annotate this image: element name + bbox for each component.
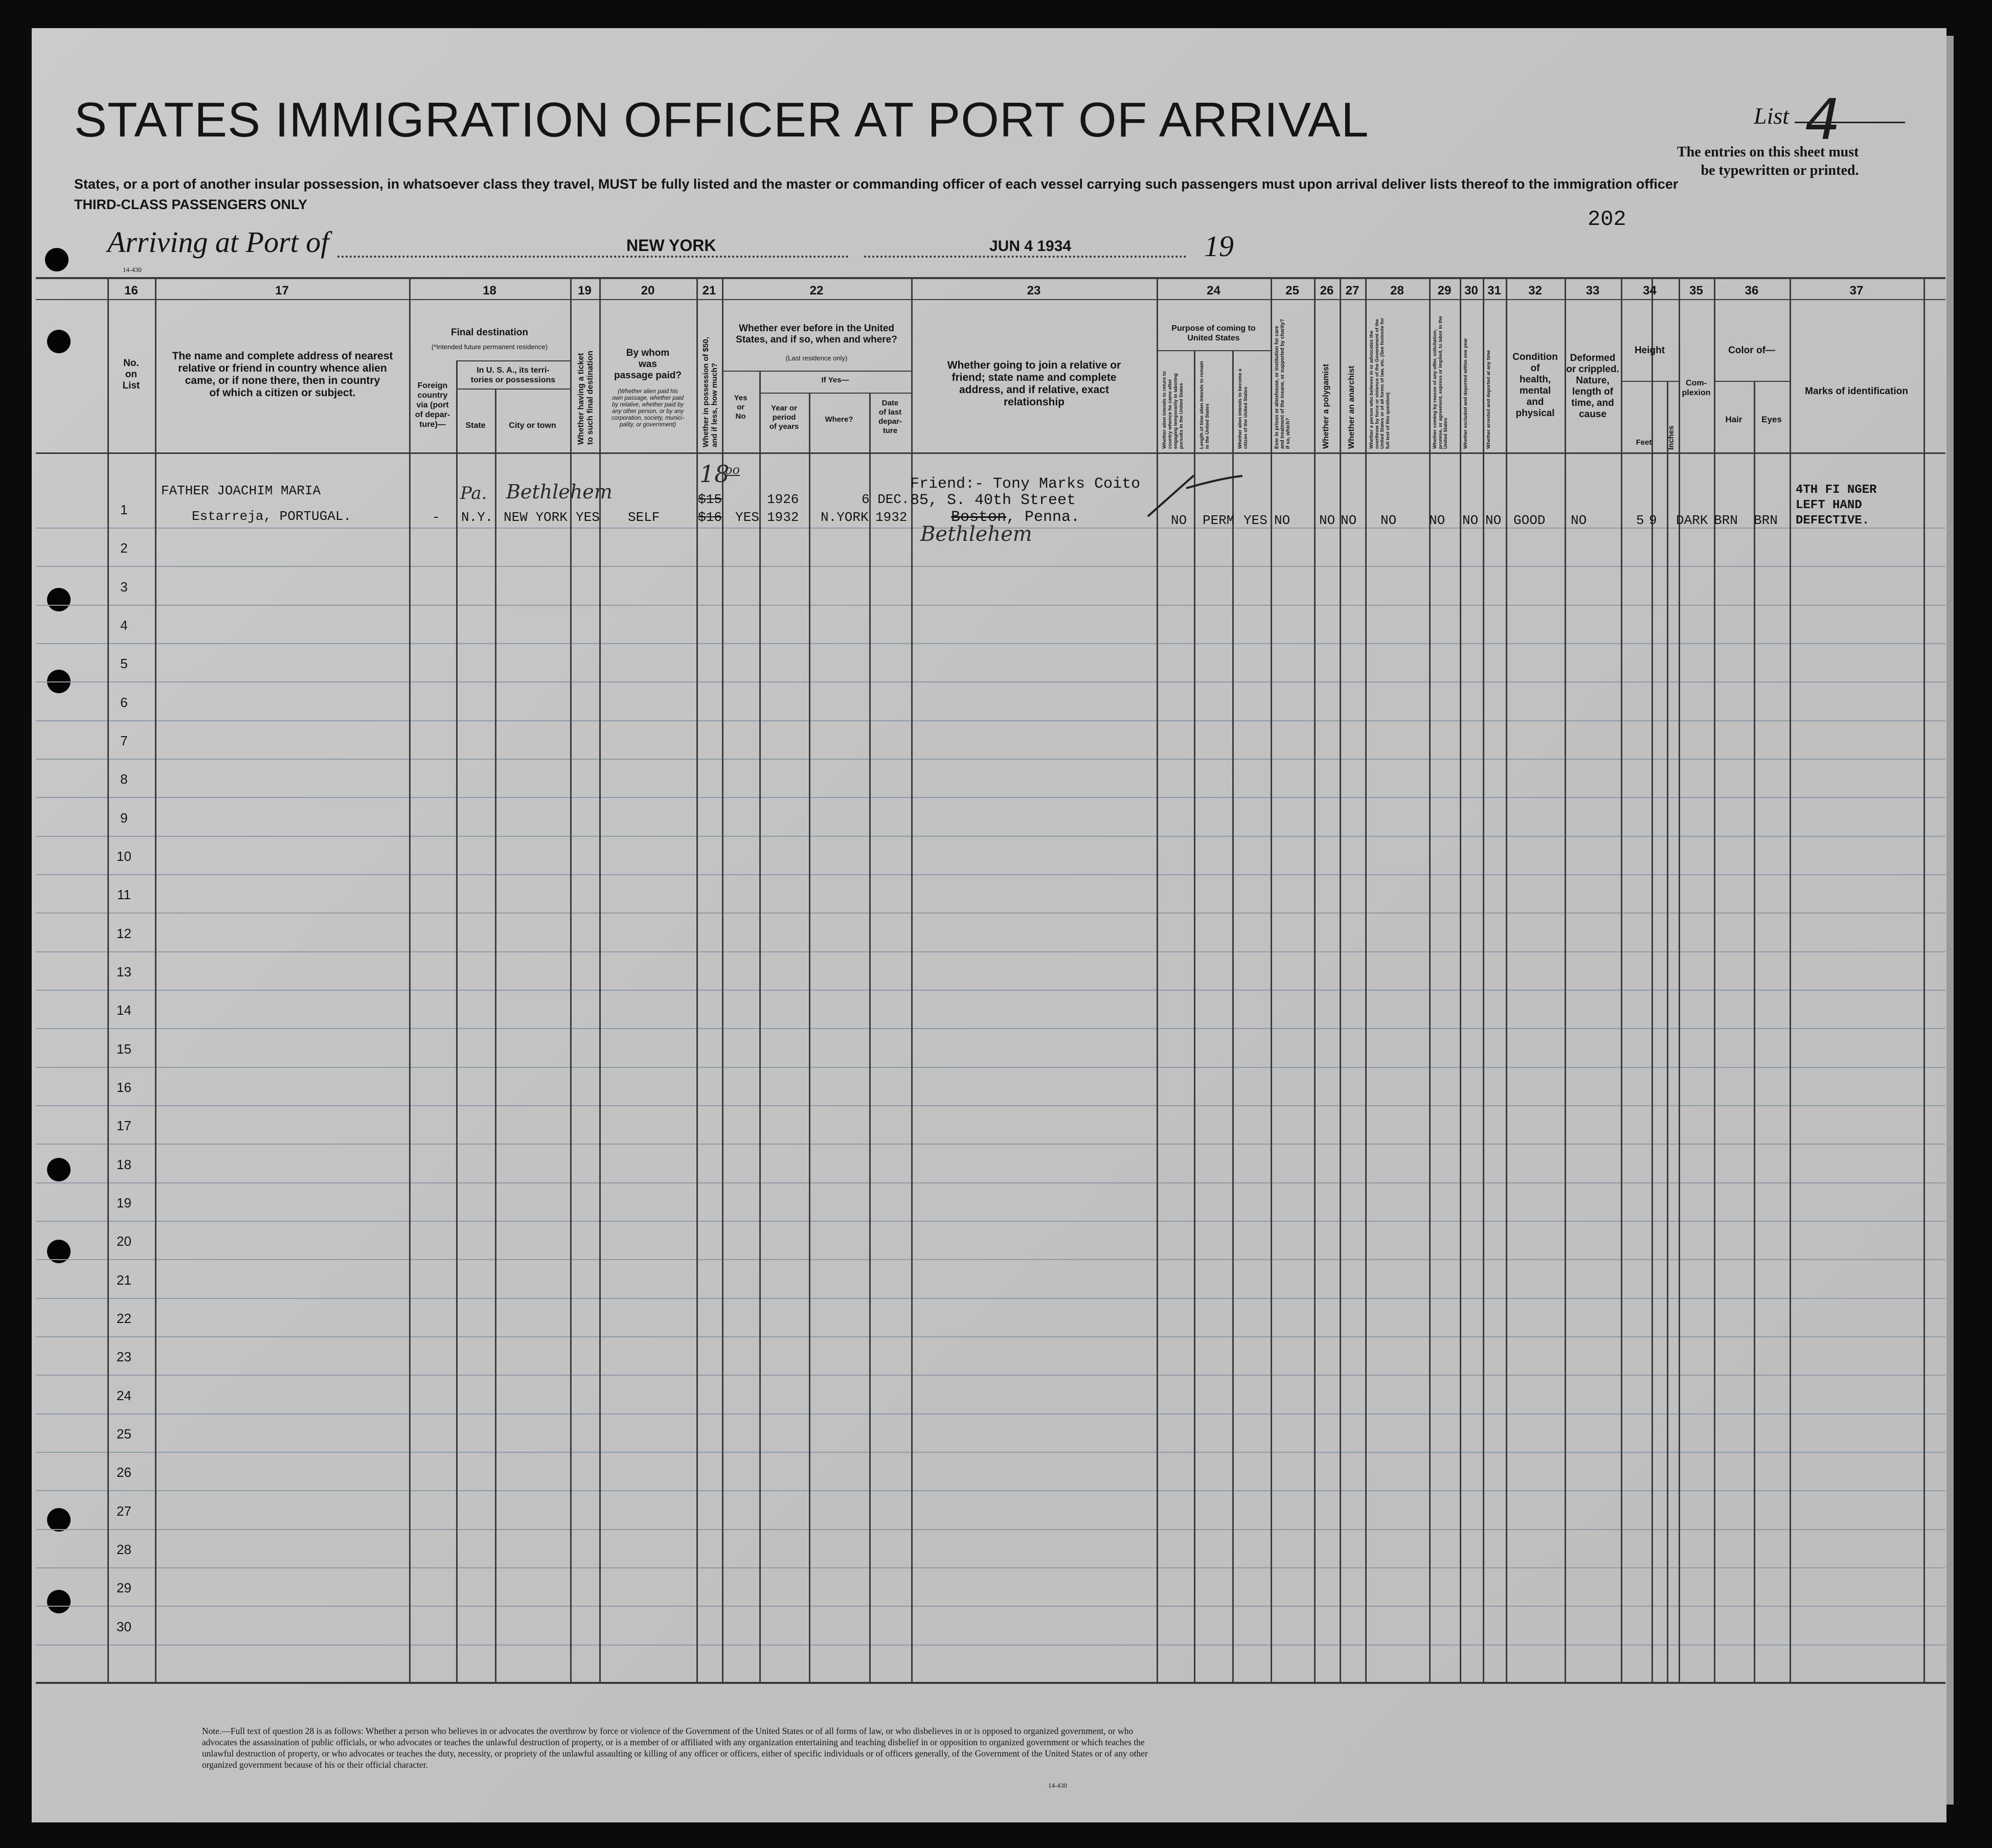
col-rule bbox=[1714, 277, 1715, 1683]
header-final-destination: Final destination bbox=[451, 327, 528, 338]
row-number: 15 bbox=[117, 1041, 131, 1057]
date-dotted-line bbox=[864, 256, 1186, 258]
health-value: GOOD bbox=[1513, 513, 1546, 528]
colnum-24: 24 bbox=[1207, 284, 1220, 298]
marks-line1: 4TH FI NGER bbox=[1796, 483, 1877, 497]
state-value: N.Y. bbox=[461, 510, 493, 525]
binder-hole bbox=[45, 248, 69, 271]
header-where: Where? bbox=[825, 415, 853, 424]
header-height: Height bbox=[1634, 345, 1665, 356]
row-rule bbox=[36, 1298, 1945, 1299]
form-code-bottom: 14-430 bbox=[1048, 1782, 1067, 1789]
row-number: 19 bbox=[117, 1195, 131, 1211]
years-value: 1926 bbox=[767, 492, 799, 507]
col-rule bbox=[456, 360, 458, 1683]
col-rule bbox=[495, 389, 496, 1683]
row-number: 9 bbox=[120, 810, 128, 826]
col-rule bbox=[722, 277, 723, 1683]
colnum-17: 17 bbox=[275, 284, 289, 298]
header-money: Whether in possession of $50, and if less, how much? bbox=[701, 337, 719, 447]
row-rule bbox=[36, 1336, 1945, 1337]
passenger-class: THIRD-CLASS PASSENGERS ONLY bbox=[74, 197, 308, 212]
money-handwritten: 18 bbox=[699, 460, 730, 488]
col29-value: NO bbox=[1429, 513, 1445, 528]
purpose-b-value: PERM bbox=[1203, 513, 1235, 528]
col-rule bbox=[1565, 277, 1566, 1683]
row-rule bbox=[36, 643, 1945, 644]
row-rule bbox=[36, 681, 1945, 682]
col-rule bbox=[1754, 381, 1755, 1683]
row-number: 20 bbox=[117, 1234, 131, 1249]
stamp-number: 202 bbox=[1588, 207, 1626, 232]
departure-top: 6 DEC. bbox=[862, 492, 910, 507]
colnum-rule bbox=[36, 299, 1945, 300]
join-handwritten: Bethlehem bbox=[920, 522, 1032, 546]
header-in-usa: In U. S. A., its terri- tories or possessions bbox=[470, 366, 556, 384]
col-rule bbox=[869, 393, 871, 1683]
header-no-on-list: No. on List bbox=[122, 358, 140, 391]
col-rule bbox=[809, 393, 810, 1683]
relative-address: Estarreja, PORTUGAL. bbox=[192, 509, 352, 524]
header-purpose-a: Whether alien intends to return to country whence he came after engaging temporarily in laboring pursuits in the United States bbox=[1162, 371, 1184, 449]
col-rule bbox=[1923, 277, 1925, 1683]
row-number: 27 bbox=[117, 1503, 131, 1519]
state-handwritten: Pa. bbox=[460, 483, 487, 504]
row-rule bbox=[36, 1067, 1945, 1068]
header-purpose: Purpose of coming to United States bbox=[1171, 324, 1256, 343]
subhdr-rule bbox=[759, 393, 911, 394]
col-rule bbox=[696, 277, 698, 1683]
instructions-text: States, or a port of another insular possession, in whatsoever class they travel, MUST be fully listed and the master or commanding officer of each vessel carrying such passengers must upon arrival deliver lists thereof to the immigration officer bbox=[74, 176, 1679, 192]
join-line3-struck: Boston bbox=[951, 509, 1007, 526]
header-passage-sub: (Whether alien paid his own passage, whether paid by relative, whether paid by any other person, or by any corporation, society, munici- pality, or government) bbox=[611, 389, 685, 428]
header-arrested: Whether arrested and deported at any time bbox=[1486, 350, 1491, 449]
list-label: List bbox=[1754, 103, 1790, 129]
table-bottom-rule bbox=[36, 1682, 1945, 1684]
row-rule bbox=[36, 990, 1945, 991]
header-prison: Ever in prison or almshouse, or institution for care and treatment of the insane, or supported by charity? If so, which? bbox=[1274, 319, 1291, 449]
row-rule bbox=[36, 874, 1945, 875]
port-value: NEW YORK bbox=[626, 236, 716, 255]
row-number: 16 bbox=[117, 1079, 131, 1095]
col-rule bbox=[1679, 277, 1680, 1683]
header-passage: By whom was passage paid? bbox=[614, 348, 682, 381]
row-rule bbox=[36, 1529, 1945, 1530]
colnum-18: 18 bbox=[483, 284, 496, 298]
row-rule bbox=[36, 912, 1945, 914]
col-rule bbox=[1621, 277, 1622, 1683]
row-rule bbox=[36, 951, 1945, 952]
header-date-departure: Date of last depar- ture bbox=[878, 399, 902, 435]
join-line3: , Penna. bbox=[1006, 509, 1080, 526]
row-number: 14 bbox=[117, 1002, 131, 1018]
row-number: 17 bbox=[117, 1118, 131, 1134]
binder-hole bbox=[47, 330, 71, 353]
col-rule bbox=[1506, 277, 1507, 1683]
header-final-destination-sub: (*Intended future permanent residence) bbox=[432, 343, 548, 351]
row-rule bbox=[36, 566, 1945, 567]
binder-hole bbox=[47, 1590, 71, 1613]
col-rule bbox=[155, 277, 156, 1683]
row-rule bbox=[36, 1182, 1945, 1183]
colnum-28: 28 bbox=[1390, 284, 1404, 298]
row-rule bbox=[36, 1567, 1945, 1568]
row-rule bbox=[36, 1413, 1945, 1414]
header-foreign-country: Foreign country via (port of depar- ture)— bbox=[415, 381, 450, 429]
colnum-25: 25 bbox=[1285, 284, 1299, 298]
colnum-16: 16 bbox=[124, 284, 138, 298]
col-rule bbox=[1271, 277, 1272, 1683]
row-rule bbox=[36, 836, 1945, 837]
colnum-34: 34 bbox=[1643, 284, 1657, 298]
subhdr-rule bbox=[456, 389, 570, 390]
marks-line2: LEFT HAND bbox=[1796, 498, 1862, 512]
row-number: 24 bbox=[117, 1387, 131, 1403]
header-excluded: Whether excluded and deported within one year bbox=[1463, 338, 1468, 449]
city-handwritten: Bethlehem bbox=[506, 481, 613, 503]
money-bottom: $16 bbox=[698, 510, 722, 525]
row-number: 10 bbox=[117, 848, 131, 864]
page-title: STATES IMMIGRATION OFFICER AT PORT OF ARRIVAL bbox=[74, 93, 1369, 147]
complexion-value: DARK bbox=[1676, 513, 1708, 528]
row-number: 22 bbox=[117, 1310, 131, 1326]
inches-value: 9 bbox=[1649, 513, 1657, 528]
row-number: 11 bbox=[117, 887, 131, 903]
header-been-in-us: Whether ever before in the United States, and if so, when and where? bbox=[736, 323, 897, 345]
subhdr-rule bbox=[1157, 350, 1271, 351]
footnote: Note.—Full text of question 28 is as follows: Whether a person who believes in or advocates the overthrow by force or violence of the Government of the United States or of all forms of law, or who disbelieves in or is opposed to organized government, or who advocates the assassination of public officials, or who advocates or teaches the unlawful destruction of property, or is a member of or affiliated with any organization entertaining and teaching disbelief in or opposition to organized government or which teaches the unlawful destruction of property, or who advocates or teaches the duty, necessity, or propriety of the unlawful assaulting or killing of any officer or officers, either of specific individuals or of officers generally, of the Government of the United States or of any other organized government because of his or their official character. bbox=[202, 1726, 1148, 1770]
deformed-value: NO bbox=[1571, 513, 1587, 528]
header-city: City or town bbox=[509, 421, 556, 430]
colnum-23: 23 bbox=[1027, 284, 1041, 298]
binder-hole bbox=[47, 1158, 71, 1181]
colnum-30: 30 bbox=[1464, 284, 1478, 298]
col28-value: NO bbox=[1380, 513, 1397, 528]
colnum-31: 31 bbox=[1487, 284, 1501, 298]
header-complexion: Com- plexion bbox=[1682, 379, 1711, 397]
ticket-value: YES bbox=[576, 510, 600, 525]
header-polygamist: Whether a polygamist bbox=[1322, 363, 1330, 449]
hair-value: BRN bbox=[1714, 513, 1738, 528]
colnum-22: 22 bbox=[809, 284, 824, 298]
row-number: 3 bbox=[120, 579, 128, 595]
col-rule bbox=[1194, 350, 1195, 1683]
header-purpose-c: Whether alien intends to become a citizen of the United States bbox=[1237, 369, 1249, 449]
col-rule bbox=[1340, 277, 1341, 1683]
colnum-35: 35 bbox=[1689, 284, 1703, 298]
colnum-27: 27 bbox=[1345, 284, 1360, 298]
header-inches: Inches bbox=[1667, 425, 1676, 450]
row-number: 2 bbox=[120, 540, 128, 556]
col-rule bbox=[1429, 277, 1431, 1683]
row-number: 5 bbox=[120, 656, 128, 672]
row-number: 30 bbox=[117, 1618, 131, 1634]
header-marks: Marks of identification bbox=[1805, 386, 1908, 397]
col-rule bbox=[1651, 277, 1653, 1683]
col-rule bbox=[1314, 277, 1316, 1683]
header-state: State bbox=[465, 421, 486, 430]
row-rule bbox=[36, 605, 1945, 606]
marks-line3: DEFECTIVE. bbox=[1796, 514, 1870, 528]
colnum-33: 33 bbox=[1586, 284, 1600, 298]
money-handwritten-suffix: oo bbox=[725, 463, 740, 477]
col-rule bbox=[1667, 381, 1668, 1683]
city-value: NEW YORK bbox=[504, 510, 568, 525]
row-number: 4 bbox=[120, 617, 128, 633]
colnum-36: 36 bbox=[1745, 284, 1759, 298]
row-number: 12 bbox=[117, 925, 131, 941]
feet-value: 5 bbox=[1636, 513, 1644, 528]
money-top: $15 bbox=[698, 492, 722, 507]
header-q28: Whether a person who believes in or advocates the overthrow by force or violence of the Government of the United States or of all forms of law, etc. (See footnote for full text of this question) bbox=[1369, 317, 1391, 449]
header-going-to-join: Whether going to join a relative or friend; state name and complete address, and if relative, exact relationship bbox=[947, 359, 1121, 408]
tick-mark bbox=[1145, 473, 1248, 519]
subhdr-rule bbox=[722, 371, 911, 372]
row-rule bbox=[36, 1144, 1945, 1145]
col-rule bbox=[1460, 277, 1461, 1683]
been-in-us-value: YES bbox=[735, 510, 759, 525]
subhdr-rule bbox=[1714, 381, 1790, 382]
col26-value: NO bbox=[1319, 513, 1335, 528]
passage-paid-value: SELF bbox=[628, 510, 660, 525]
row-rule bbox=[36, 759, 1945, 760]
row-rule bbox=[36, 1452, 1945, 1453]
relative-name: FATHER JOACHIM MARIA bbox=[161, 483, 321, 498]
row-rule bbox=[36, 1375, 1945, 1376]
table-top-rule bbox=[36, 277, 1945, 279]
header-labor: Whether coming by reason of any offer, solicitation, promise, or agreement, express or implied, to labor in the United States bbox=[1432, 316, 1448, 449]
col-rule bbox=[759, 371, 761, 1683]
departure-bottom: 1932 bbox=[875, 510, 908, 525]
eyes-value: BRN bbox=[1754, 513, 1778, 528]
binder-hole bbox=[47, 588, 71, 611]
col-rule bbox=[409, 277, 411, 1683]
col30-value: NO bbox=[1462, 513, 1479, 528]
row-number: 8 bbox=[120, 771, 128, 787]
header-ticket: Whether having a ticket to such final destination bbox=[577, 350, 595, 445]
row-rule bbox=[36, 1259, 1945, 1260]
col27-value: NO bbox=[1341, 513, 1357, 528]
subhdr-rule bbox=[456, 360, 570, 361]
header-color-of: Color of— bbox=[1728, 345, 1775, 356]
col31-value: NO bbox=[1485, 513, 1502, 528]
header-feet: Feet bbox=[1636, 438, 1652, 447]
row-rule bbox=[36, 1645, 1945, 1646]
header-yes-no: Yes or No bbox=[734, 394, 748, 421]
header-health: Condition of health, mental and physical bbox=[1512, 352, 1558, 419]
colnum-37: 37 bbox=[1849, 284, 1864, 298]
header-hair: Hair bbox=[1725, 415, 1742, 424]
row-number: 25 bbox=[117, 1426, 131, 1442]
subhdr-rule bbox=[1621, 381, 1679, 382]
row-number: 26 bbox=[117, 1465, 131, 1480]
foreign-country-value: - bbox=[432, 510, 440, 525]
row-number: 18 bbox=[117, 1156, 131, 1172]
header-bottom-rule bbox=[36, 452, 1945, 454]
arriving-label: Arriving at Port of bbox=[107, 225, 329, 259]
form-code: 14-430 bbox=[123, 266, 142, 273]
year-label: 19 bbox=[1204, 230, 1234, 263]
row-number: 29 bbox=[117, 1580, 131, 1596]
row-number: 13 bbox=[117, 964, 131, 979]
purpose-a-value: NO bbox=[1171, 513, 1187, 528]
col-rule bbox=[1232, 350, 1234, 1683]
row-rule bbox=[36, 1221, 1945, 1222]
header-purpose-b: Length of time alien intends to remain in the United States bbox=[1199, 361, 1210, 449]
header-if-yes: If Yes— bbox=[821, 376, 849, 384]
entries-note: The entries on this sheet must be typewritten or printed. bbox=[1677, 144, 1859, 178]
row-rule bbox=[36, 1606, 1945, 1607]
join-line2: 85, S. 40th Street bbox=[910, 492, 1076, 509]
row-rule bbox=[36, 797, 1945, 798]
page-edge bbox=[1946, 36, 1954, 1805]
colnum-19: 19 bbox=[578, 284, 592, 298]
header-relative: The name and complete address of nearest relative or friend in country whence alien came, or if none there, then in country of which a citizen or subject. bbox=[172, 350, 393, 399]
row-rule bbox=[36, 1028, 1945, 1029]
row-number: 7 bbox=[120, 733, 128, 748]
years2-value: 1932 bbox=[767, 510, 799, 525]
col25-value: NO bbox=[1274, 513, 1291, 528]
col-rule bbox=[1483, 277, 1484, 1683]
col-rule bbox=[1365, 277, 1367, 1683]
header-anarchist: Whether an anarchist bbox=[1347, 366, 1356, 449]
row-rule bbox=[36, 720, 1945, 721]
header-deformed: Deformed or crippled. Nature, length of time, and cause bbox=[1566, 353, 1619, 420]
purpose-c-value: YES bbox=[1243, 513, 1267, 528]
date-stamp: JUN 4 1934 bbox=[989, 238, 1072, 255]
row-rule bbox=[36, 1105, 1945, 1106]
header-been-in-us-sub: (Last residence only) bbox=[785, 354, 848, 362]
row-number: 23 bbox=[117, 1349, 131, 1365]
colnum-20: 20 bbox=[641, 284, 655, 298]
port-dotted-line bbox=[337, 256, 849, 258]
colnum-32: 32 bbox=[1528, 284, 1542, 298]
list-underline bbox=[1795, 122, 1905, 123]
join-line1: Friend:- Tony Marks Coito bbox=[910, 475, 1141, 493]
row-rule bbox=[36, 1490, 1945, 1491]
header-eyes: Eyes bbox=[1761, 415, 1782, 424]
header-year-period: Year or period of years bbox=[769, 404, 799, 431]
binder-hole bbox=[47, 1508, 71, 1532]
list-number: 4 bbox=[1805, 87, 1841, 152]
row-number: 21 bbox=[117, 1272, 131, 1288]
colnum-26: 26 bbox=[1320, 284, 1334, 298]
colnum-29: 29 bbox=[1437, 284, 1452, 298]
where-value: N.YORK bbox=[821, 510, 869, 525]
row-number: 6 bbox=[120, 694, 128, 710]
col-rule bbox=[1790, 277, 1791, 1683]
row-number: 28 bbox=[117, 1541, 131, 1557]
col-rule bbox=[107, 277, 109, 1683]
colnum-21: 21 bbox=[702, 284, 716, 298]
row-number: 1 bbox=[120, 502, 128, 517]
